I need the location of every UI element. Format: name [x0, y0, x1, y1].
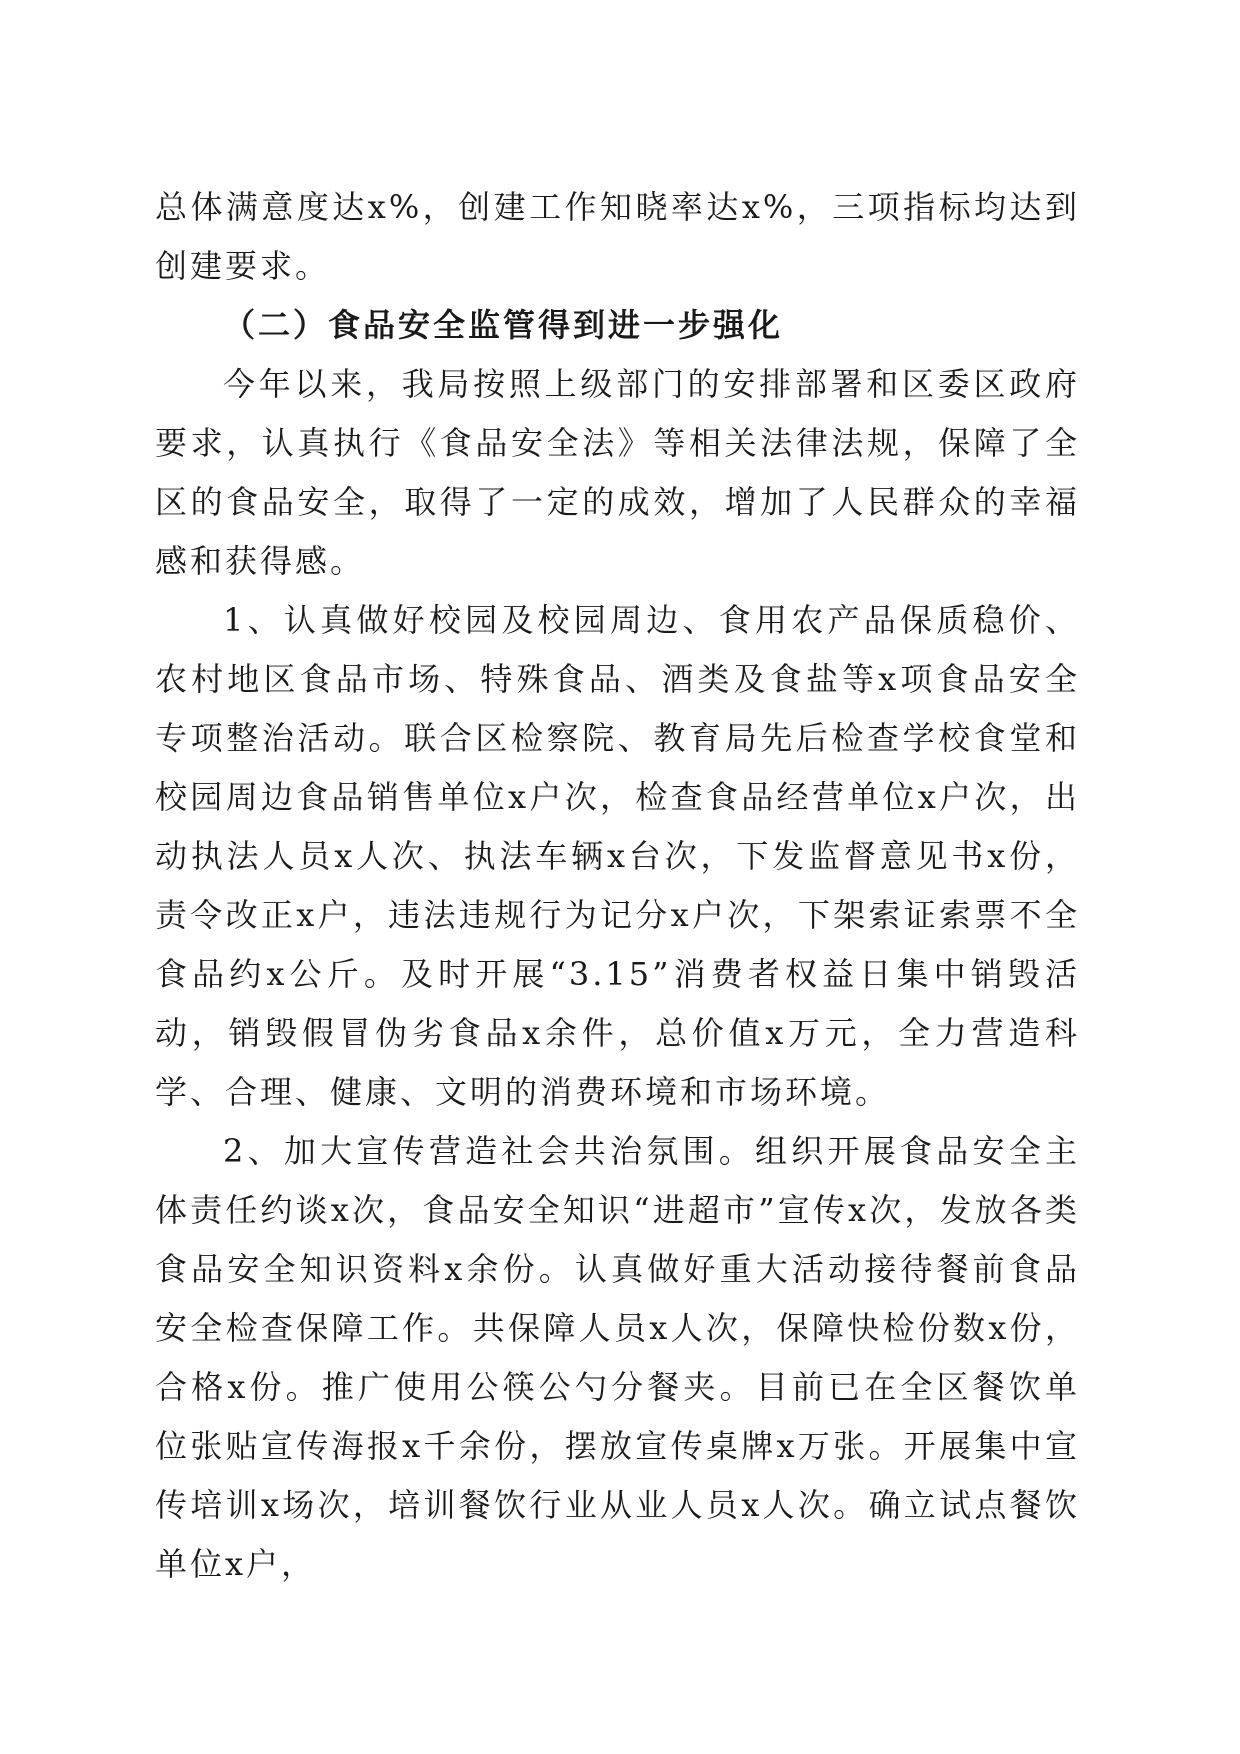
paragraph-item-1: 1、认真做好校园及校园周边、食用农产品保质稳价、农村地区食品市场、特殊食品、酒类及食盐等x项食品安全专项整治活动。联合区检察院、教育局先后检查学校食堂和校园周边食品销售单位x户次，检查食品经营单位x户次，出动执法人员x人次、执法车辆x台次，下发监督意见书x份，责令改正x户，违法违规行为记分x户次，下架索证索票不全食品约x公斤。及时开展“3.15”消费者权益日集中销毁活动，销毁假冒伪劣食品x余件，总价值x万元，全力营造科学、合理、健康、文明的消费环境和市场环境。 [155, 601, 1080, 1111]
paragraph-intro: 今年以来，我局按照上级部门的安排部署和区委区政府要求，认真执行《食品安全法》等相关法律法规，保障了全区的食品安全，取得了一定的成效，增加了人民群众的幸福感和获得感。 [155, 365, 1080, 580]
section-heading: （二）食品安全监管得到进一步强化 [223, 306, 784, 344]
paragraph-continuation: 总体满意度达x%，创建工作知晓率达x%，三项指标均达到创建要求。 [155, 188, 1080, 285]
document-body [155, 178, 1080, 1594]
paragraph-item-2: 2、加大宣传营造社会共治氛围。组织开展食品安全主体责任约谈x次，食品安全知识“进超市”宣传x次，发放各类食品安全知识资料x余份。认真做好重大活动接待餐前食品安全检查保障工作。共保障人员x人次，保障快检份数x份，合格x份。推广使用公筷公勺分餐夹。目前已在全区餐饮单位张贴宣传海报x千余份，摆放宣传桌牌x万张。开展集中宣传培训x场次，培训餐饮行业从业人员x人次。确立试点餐饮单位x户， [155, 1132, 1080, 1583]
